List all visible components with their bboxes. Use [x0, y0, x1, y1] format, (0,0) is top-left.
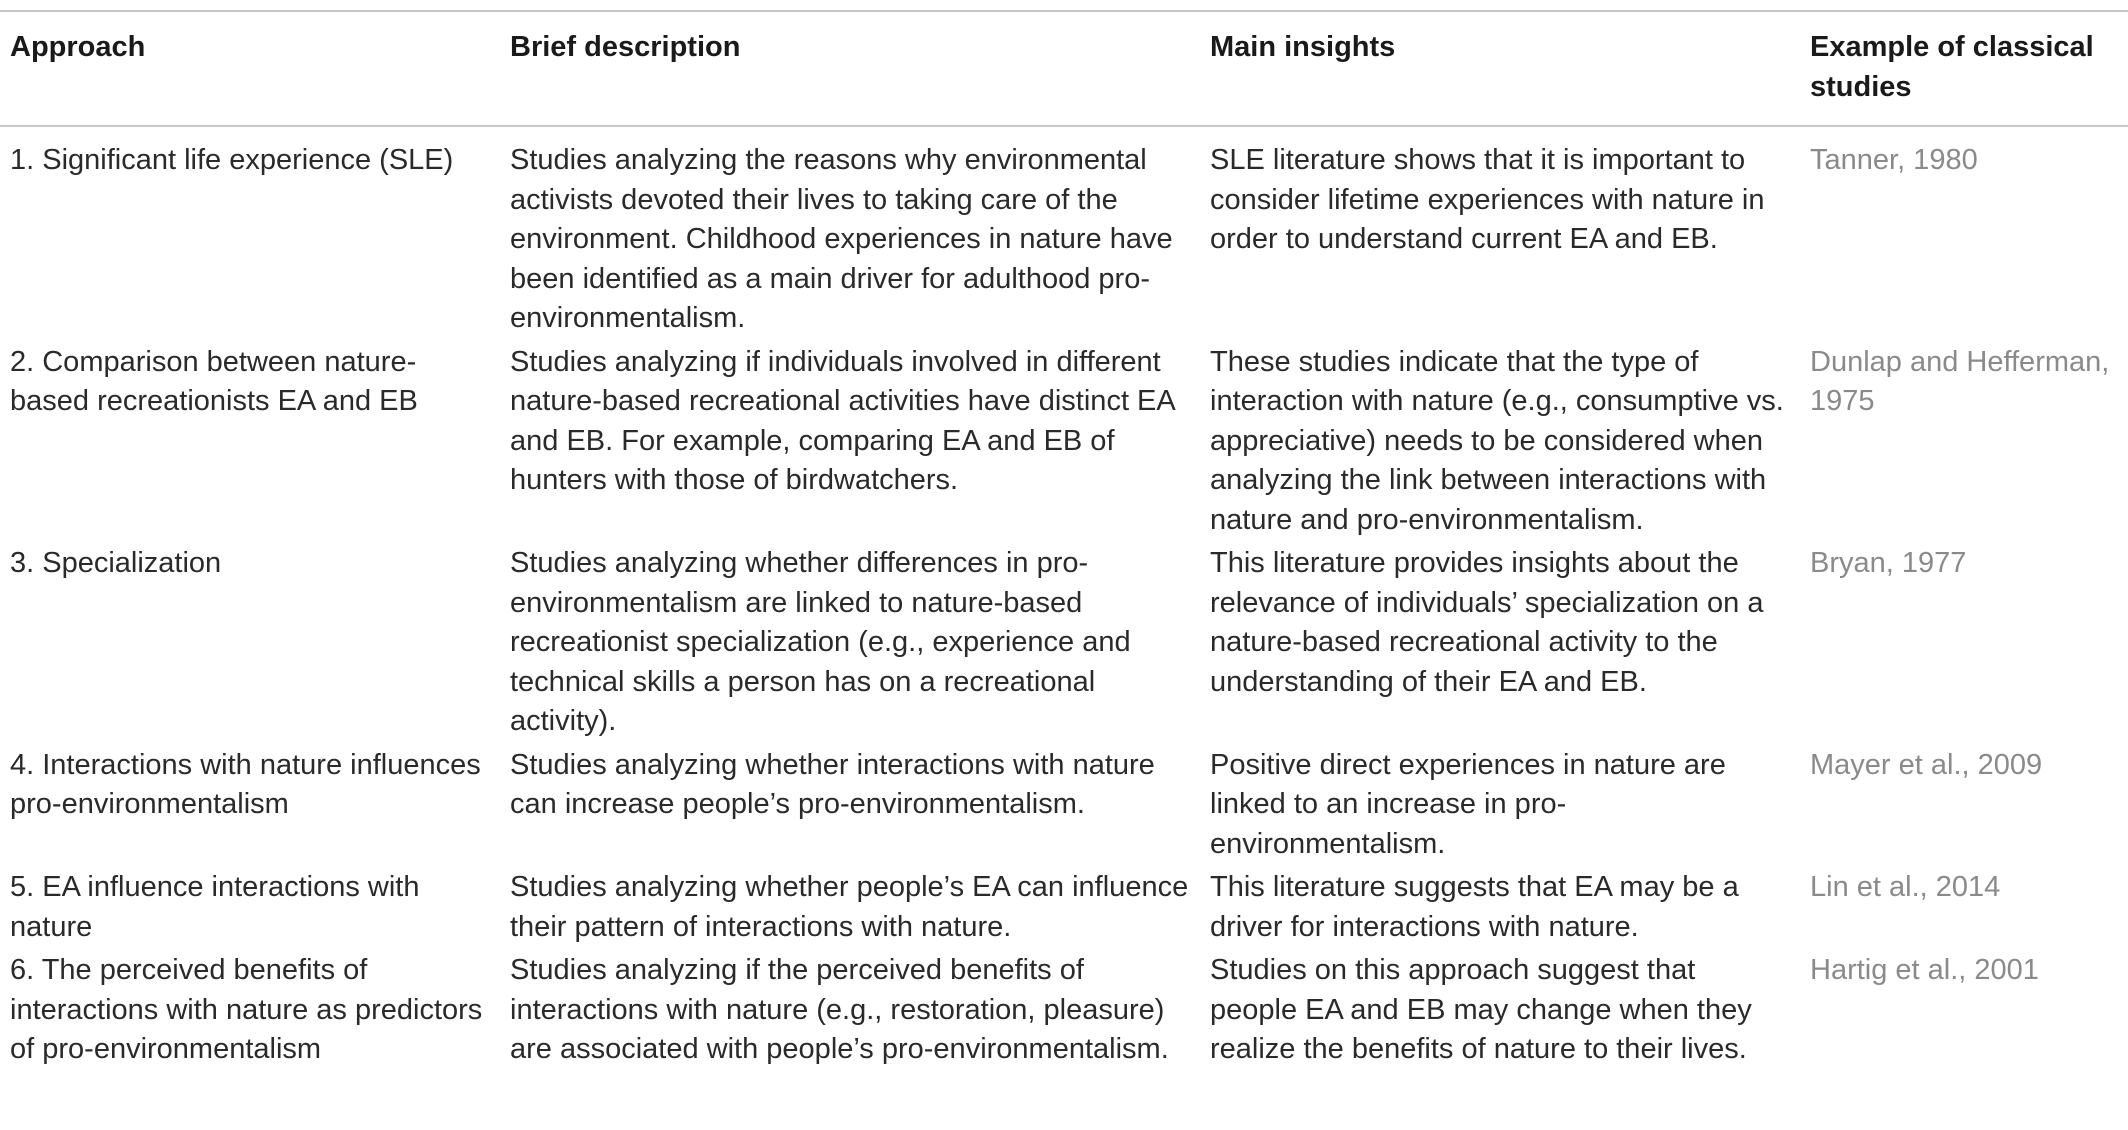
reference-link[interactable]: Lin et al., 2014 [1810, 871, 2001, 903]
approach-cell: 5. EA influence interactions with nature [10, 871, 420, 943]
reference-link[interactable]: Dunlap and Hefferman, 1975 [1810, 345, 2110, 417]
reference-link[interactable]: Bryan, 1977 [1810, 547, 1967, 579]
approach-cell: 6. The perceived benefits of interactions with nature as predictors of pro-environmentalism [10, 954, 483, 1065]
header-example: Example of classical studies [1810, 31, 2094, 103]
description-cell: Studies analyzing whether people’s EA can influence their pattern of interactions with nature. [510, 871, 1189, 943]
table-header [0, 11, 2128, 126]
header-insights: Main insights [1210, 31, 1396, 63]
insights-cell: Studies on this approach suggest that people EA and EB may change when they realize the benefits of nature to their lives. [1210, 954, 1752, 1065]
header-description: Brief description [510, 31, 741, 63]
description-cell: Studies analyzing whether interactions with nature can increase people’s pro-environmentalism. [510, 748, 1155, 820]
table-row [0, 343, 2128, 545]
approach-cell: 3. Specialization [10, 547, 222, 579]
approach-cell: 4. Interactions with nature influences pro-environmentalism [10, 748, 481, 820]
table-row [0, 746, 2128, 869]
header-row [0, 11, 2128, 126]
table-row [0, 951, 2128, 1074]
insights-cell: These studies indicate that the type of interaction with nature (e.g., consumptive vs. appreciative) needs to be considered when analyzing the link between interactions with nature and pro-environmentalism. [1210, 345, 1784, 536]
description-cell: Studies analyzing if the perceived benefits of interactions with nature (e.g., restoration, pleasure) are associated with people’s pro-environmentalism. [510, 954, 1169, 1065]
description-cell: Studies analyzing the reasons why environmental activists devoted their lives to taking care of the environment. Childhood experiences in nature have been identified as a main driver for adulthood pro-environmentalism. [510, 144, 1173, 334]
table-row [0, 126, 2128, 343]
insights-cell: This literature suggests that EA may be a driver for interactions with nature. [1210, 871, 1739, 943]
reference-link[interactable]: Hartig et al., 2001 [1810, 954, 2039, 986]
insights-cell: This literature provides insights about the relevance of individuals’ specialization on a nature-based recreational activity to the understanding of their EA and EB. [1210, 547, 1764, 698]
reference-link[interactable]: Tanner, 1980 [1810, 144, 1978, 176]
header-approach: Approach [10, 31, 146, 63]
table-row [0, 868, 2128, 951]
table-row [0, 544, 2128, 746]
insights-cell: SLE literature shows that it is important to consider lifetime experiences with nature in order to understand current EA and EB. [1210, 144, 1765, 255]
approach-cell: 2. Comparison between nature-based recreationists EA and EB [10, 345, 418, 417]
table-body [0, 126, 2128, 1074]
approaches-table [0, 10, 2128, 1074]
reference-link[interactable]: Mayer et al., 2009 [1810, 748, 2043, 781]
approach-cell: 1. Significant life experience (SLE) [10, 144, 454, 176]
insights-cell: Positive direct experiences in nature are linked to an increase in pro-environmentalism. [1210, 748, 1726, 860]
description-cell: Studies analyzing if individuals involved in different nature-based recreational activities have distinct EA and EB. For example, comparing EA and EB of hunters with those of birdwatchers. [510, 345, 1175, 496]
description-cell: Studies analyzing whether differences in pro-environmentalism are linked to nature-based recreationist specialization (e.g., experience and technical skills a person has on a recreational activity). [510, 547, 1131, 737]
